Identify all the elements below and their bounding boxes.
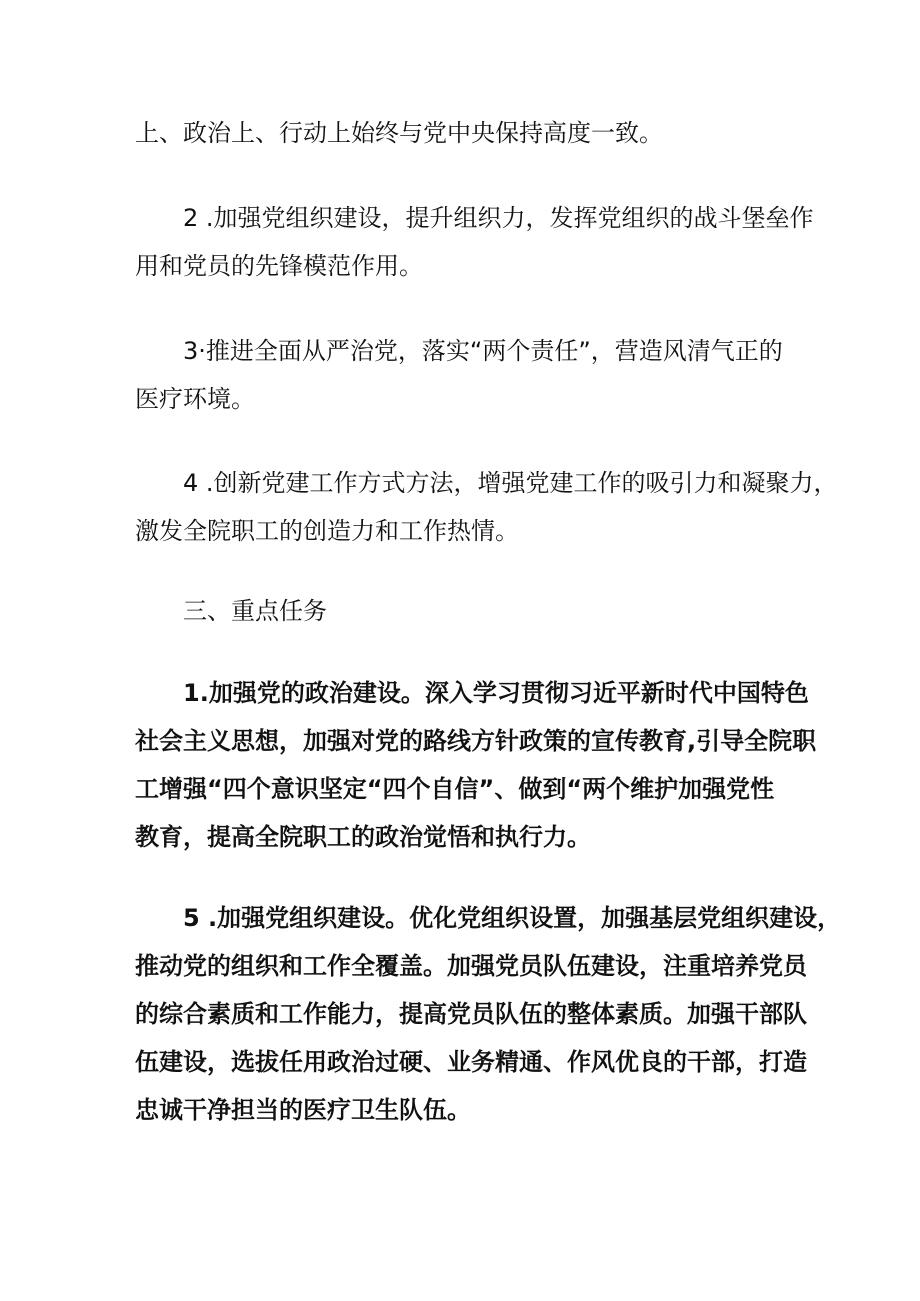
task-item-line: 伍建设，选拔任用政治过硬、业务精通、作风优良的干部，打造 [135,1048,807,1076]
body-text-line: 上、政治上、行动上始终与党中央保持高度一致。 [135,119,663,147]
task-item-line: 1.加强党的政治建设。深入学习贯彻习近平新时代中国特色 [183,679,809,707]
task-item-line: 5 .加强党组织建设。优化党组织设置，加强基层党组织建设， [183,904,842,932]
task-item-line: 工增强“四个意识坚定“四个自信”、做到“两个维护加强党性 [135,775,775,803]
task-item-line: 教育，提高全院职工的政治觉悟和执行力。 [135,823,591,851]
task-item-line: 推动党的组织和工作全覆盖。加强党员队伍建设，注重培养党员 [135,952,807,980]
list-item-line: 医疗环境。 [135,385,255,413]
list-item-line: 激发全院职工的创造力和工作热情。 [135,517,519,545]
task-item-line: 的综合素质和工作能力，提高党员队伍的整体素质。加强干部队 [135,1000,807,1028]
task-item-line: 社会主义思想，加强对党的路线方针政策的宣传教育,引导全院职 [135,727,817,755]
task-item-line: 忠诚干净担当的医疗卫生队伍。 [135,1096,471,1124]
list-item-line: 2 .加强党组织建设，提升组织力，发挥党组织的战斗堡垒作 [183,204,814,232]
list-item-line: 4 .创新党建工作方式方法，增强党建工作的吸引力和凝聚力， [183,469,838,497]
section-heading: 三、重点任务 [183,597,327,625]
list-item-line: 用和党员的先锋模范作用。 [135,252,423,280]
list-item-line: 3·推进全面从严治党，落实“两个责任”，营造风清气正的 [183,337,783,365]
